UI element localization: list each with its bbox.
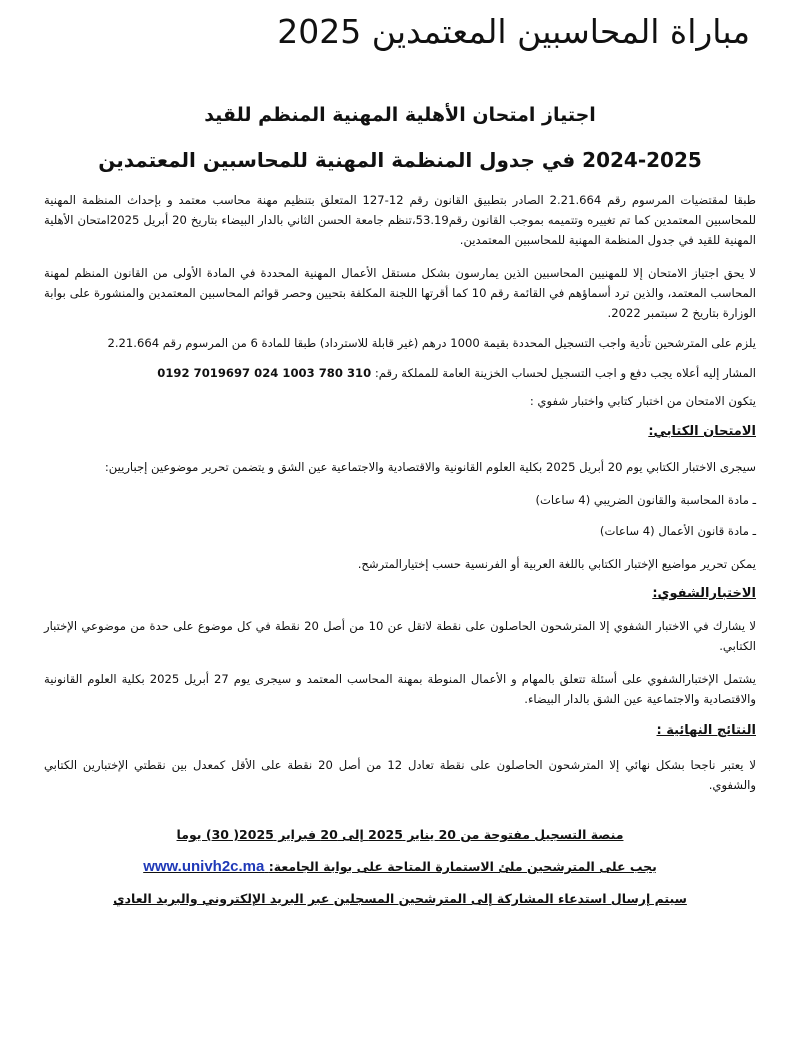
university-website-link[interactable]: www.univh2c.ma — [143, 858, 265, 875]
page-title: مباراة المحاسبين المعتمدين 2025 — [277, 12, 750, 51]
subtitle-line-1: اجتياز امتحان الأهلية المهنية المنظم للقيد — [204, 104, 596, 126]
composition-paragraph: يتكون الامتحان من اختبار كتابي واختبار شفوي : — [529, 394, 756, 408]
oral-exam-title: الاختبارالشفوي: — [652, 586, 756, 601]
written-exam-title: الامتحان الكتابي: — [648, 424, 756, 439]
payment-paragraph — [44, 363, 756, 383]
written-subject-2: ـ مادة قانون الأعمال (4 ساعات) — [599, 524, 756, 538]
oral-exam-condition: لا يشارك في الاختبار الشفوي إلا المترشحون الحاصلون على نقطة لاتقل عن 10 من أصل 20 نقطة في كل موضوع على حدة من موضوعي الإختبار الكتابي. — [44, 619, 756, 653]
account-number: 310 780 1003 024 7019697 0192 — [157, 366, 372, 380]
subtitle-line-2: 2024-2025 في جدول المنظمة المهنية للمحاسبين المعتمدين — [98, 148, 702, 172]
written-exam-description: سيجرى الاختبار الكتابي يوم 20 أبريل 2025 بكلية العلوم القانونية والاقتصادية والاجتماعية عين الشق و يتضمن تحرير موضوعين إجباريين: — [104, 460, 756, 474]
fee-paragraph: يلزم على المترشحين تأدية واجب التسجيل المحددة بقيمة 1000 درهم (غير قابلة للاسترداد) طبقا للمادة 6 من المرسوم رقم 2.21.664 — [107, 336, 756, 350]
form-notice — [44, 857, 756, 877]
registration-period: منصة التسجيل مفتوحة من 20 يناير 2025 إلى 20 فبراير 2025( 30) يوما — [176, 827, 624, 842]
payment-text: المشار إليه أعلاه يجب دفع و اجب التسجيل لحساب الخزينة العامة للمملكة رقم: — [374, 366, 756, 380]
eligibility-paragraph: لا يحق اجتياز الامتحان إلا للمهنيين المحاسبين الذين يمارسون بشكل مستقل الأعمال المهنية المحددة في المادة الأولى من القانون المنظم لمهنة المحاسب المعتمد، والذين ترد أسماؤهم في القائمة رقم 10 كما أقرتها اللجنة المكلفة بتحيين وحصر قوائم المحاسبين المعتمدين والمنشورة على بوابة الوزارة بتاريخ 2 سبتمبر 2022. — [44, 266, 756, 320]
written-subject-1: ـ مادة المحاسبة والقانون الضريبي (4 ساعات) — [535, 493, 756, 507]
written-language-note: يمكن تحرير مواضيع الإختبار الكتابي باللغة العربية أو الفرنسية حسب إختيارالمترشح. — [357, 557, 756, 571]
oral-exam-content: يشتمل الإختبارالشفوي على أسئلة تتعلق بالمهام و الأعمال المنوطة بمهنة المحاسب المعتمد و سيجرى يوم 27 أبريل 2025 بكلية العلوم القانونية والاقتصادية والاجتماعية عين الشق بالدار البيضاء. — [44, 672, 756, 706]
form-notice-text: يجب على المترشحين ملئ الاستمارة المتاحة على بوابة الجامعة: — [268, 859, 657, 874]
final-results-title: النتائج النهائية : — [656, 723, 756, 738]
final-results-text: لا يعتبر ناجحا بشكل نهائي إلا المترشحون الحاصلون على نقطة تعادل 12 من أصل 20 نقطة على الأقل كمعدل بين نقطتي الإختبارين الكتابي والشفوي. — [44, 758, 757, 792]
intro-paragraph: طبقا لمقتضيات المرسوم رقم 2.21.664 الصادر بتطبيق القانون رقم 12-127 المتعلق بتنظيم مهنة محاسب معتمد و بإحداث المنظمة المهنية للمحاسبين المعتمدين كما تم تغييره وتتميمه بموجب القانون رقم53.19،تنظم جامعة الحسن الثاني بالدار البيضاء بتاريخ 20 أبريل 2025امتحان الأهلية المهنية للقيد في جدول المنظمة المهنية للمحاسبين المعتمدين. — [44, 193, 756, 247]
convocation-notice: سيتم إرسال استدعاء المشاركة إلى المترشحين المسجلين عبر البريد الإلكتروني والبريد العادي — [113, 891, 687, 906]
